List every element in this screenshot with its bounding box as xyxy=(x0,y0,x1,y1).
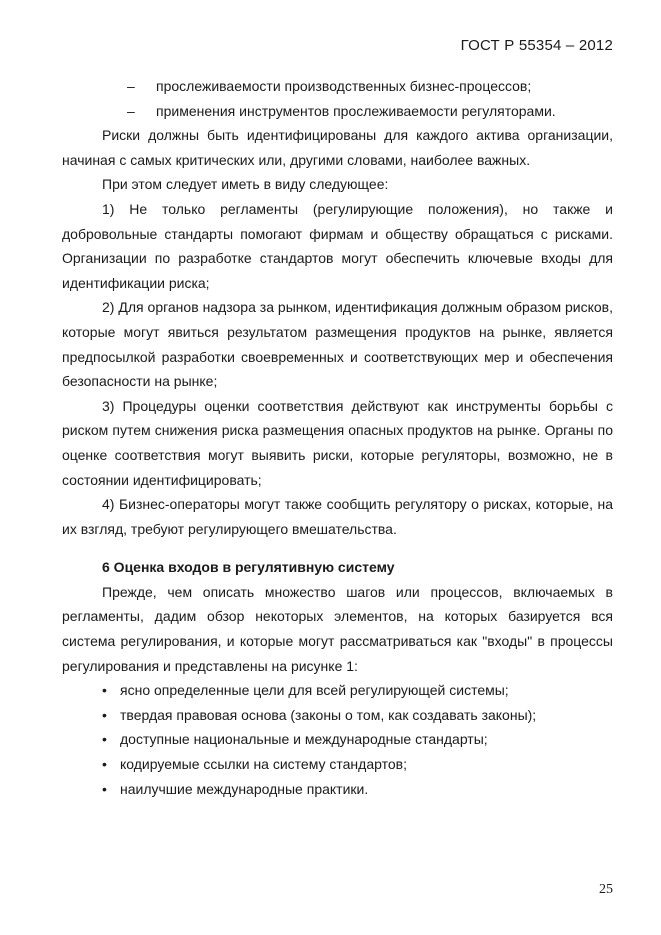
bullet-marker: • xyxy=(102,682,107,699)
bullet-text: кодируемые ссылки на систему стандартов; xyxy=(120,756,407,773)
bullet-text: наилучшие международные практики. xyxy=(120,780,369,797)
section-heading: 6 Оценка входов в регулятивную систему xyxy=(102,559,395,576)
page-number: 25 xyxy=(599,882,613,897)
paragraph: 3) Процедуры оценки соответствия действуют как инструменты борьбы с риском путем снижения риска размещения опасных продуктов на рынке. Органы по оценке соответствия могут выявить риски, которые регуляторы, возможно, не в состоянии идентифицировать; xyxy=(62,397,613,488)
paragraph: При этом следует иметь в виду следующее: xyxy=(102,176,389,193)
dash-marker: – xyxy=(127,102,135,119)
bullet-marker: • xyxy=(102,780,107,797)
bullet-marker: • xyxy=(102,731,107,748)
paragraph: Риски должны быть идентифицированы для каждого актива организации, начиная с самых критических или, другими словами, наиболее важных. xyxy=(62,127,613,168)
bullet-item xyxy=(62,727,613,752)
bullet-item xyxy=(62,678,613,703)
bullet-item xyxy=(62,777,613,802)
bullet-text: твердая правовая основа (законы о том, как создавать законы); xyxy=(120,706,537,723)
paragraph: 1) Не только регламенты (регулирующие положения), но также и добровольные стандарты помогают фирмам и обществу обращаться с рисками. Организации по разработке стандартов могут обеспечить ключевые входы для идентификации риска; xyxy=(62,200,613,291)
document-code: ГОСТ Р 55354 – 2012 xyxy=(460,37,613,54)
list-item xyxy=(62,74,613,99)
bullet-item xyxy=(62,752,613,777)
bullet-text: ясно определенные цели для всей регулирующей системы; xyxy=(120,682,509,699)
list-item-text: применения инструментов прослеживаемости регуляторами. xyxy=(156,102,556,119)
bullet-marker: • xyxy=(102,706,107,723)
bullet-text: доступные национальные и международные стандарты; xyxy=(120,731,488,748)
list-item-text: прослеживаемости производственных бизнес-процессов; xyxy=(156,78,532,94)
bullet-item xyxy=(62,703,613,728)
list-item xyxy=(62,99,613,124)
paragraph: 4) Бизнес-операторы могут также сообщить регулятору о рисках, которые, на их взгляд, требуют регулирующего вмешательства. xyxy=(62,496,613,537)
bullet-marker: • xyxy=(102,756,107,773)
paragraph: Прежде, чем описать множество шагов или процессов, включаемых в регламенты, дадим обзор некоторых элементов, на которых базируется вся система регулирования, и которые могут рассматриваться как "входы" в процессы регулирования и представлены на рисунке 1: xyxy=(62,583,613,674)
dash-marker: – xyxy=(127,78,135,94)
paragraph: 2) Для органов надзора за рынком, идентификация должным образом рисков, которые могут явиться результатом размещения продуктов на рынке, является предпосылкой разработки своевременных и соответствующих мер и обеспечения безопасности на рынке; xyxy=(62,299,613,390)
page-body xyxy=(62,74,613,801)
